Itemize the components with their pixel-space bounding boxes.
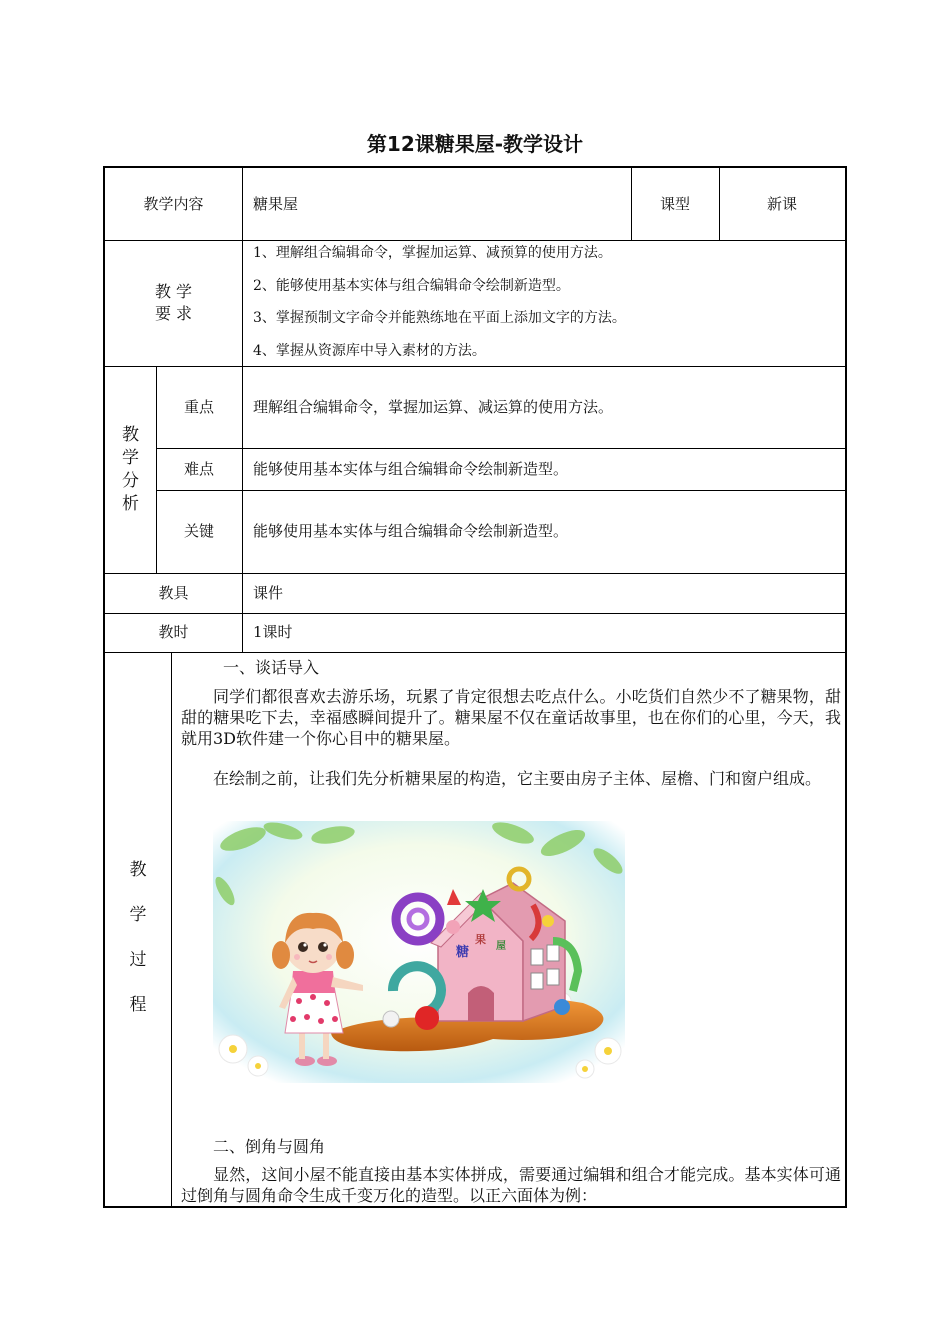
process-label-char: 教 [129, 860, 147, 880]
analysis-label [105, 366, 156, 573]
key-point-value: 理解组合编辑命令，掌握加运算、减运算的使用方法。 [253, 398, 614, 416]
lesson-plan-table [103, 166, 847, 1208]
process-label-char: 学 [129, 905, 147, 925]
requirement-item: 4、掌握从资源库中导入素材的方法。 [253, 343, 486, 359]
hours-label: 教时 [158, 623, 189, 641]
key-point-label: 重点 [183, 397, 214, 416]
analysis-label-char: 析 [122, 493, 139, 514]
lesson-type-value: 新课 [766, 194, 797, 213]
candy-house-illustration [213, 821, 625, 1083]
intro-paragraph: 同学们都很喜欢去游乐场，玩累了肯定很想去吃点什么。小吃货们自然少不了糖果物，甜甜的糖果吃下去，幸福感瞬间提升了。糖果屋不仅在童话故事里，也在你们的心里，今天，我就用3D软件建一个你心目中的糖果屋。 [181, 687, 841, 748]
key-value: 能够使用基本实体与组合编辑命令绘制新造型。 [253, 522, 569, 540]
section-heading: 一、谈话导入 [223, 658, 320, 677]
bevel-paragraph: 显然，这间小屋不能直接由基本实体拼成，需要通过编辑和组合才能完成。基本实体可通过倒角与圆角命令生成千变万化的造型。以正六面体为例： [181, 1165, 841, 1205]
lesson-type-label: 课型 [659, 194, 690, 213]
structure-paragraph: 在绘制之前，让我们先分析糖果屋的构造，它主要由房子主体、屋檐、门和窗户组成。 [213, 769, 822, 788]
difficulty-value: 能够使用基本实体与组合编辑命令绘制新造型。 [253, 459, 569, 478]
content-value: 糖果屋 [253, 194, 299, 213]
analysis-label-char: 分 [122, 470, 139, 491]
requirement-item: 2、能够使用基本实体与组合编辑命令绘制新造型。 [253, 278, 570, 294]
tools-label: 教具 [158, 583, 189, 602]
analysis-label-char: 学 [122, 447, 139, 468]
content-label: 教学内容 [143, 194, 204, 213]
requirements-label-line2: 要 求 [154, 304, 193, 323]
section-heading: 二、倒角与圆角 [213, 1137, 326, 1156]
requirements-label [105, 240, 242, 366]
process-label [105, 848, 171, 1028]
house-sign-char: 糖 [456, 945, 470, 960]
analysis-label-char: 教 [122, 424, 139, 445]
process-label-char: 过 [129, 950, 147, 970]
requirement-item: 1、理解组合编辑命令，掌握加运算、减预算的使用方法。 [253, 245, 612, 261]
house-sign-char: 果 [475, 933, 486, 946]
document-title: 第12课糖果屋-教学设计 [366, 132, 584, 156]
house-sign-char: 屋 [496, 941, 506, 952]
key-label: 关键 [183, 522, 214, 540]
hours-value: 1课时 [253, 623, 293, 641]
tools-value: 课件 [253, 583, 284, 602]
requirement-item: 3、掌握预制文字命令并能熟练地在平面上添加文字的方法。 [253, 310, 626, 326]
requirements-label-line1: 教 学 [154, 282, 193, 301]
difficulty-label: 难点 [183, 459, 214, 478]
process-label-char: 程 [129, 995, 147, 1015]
